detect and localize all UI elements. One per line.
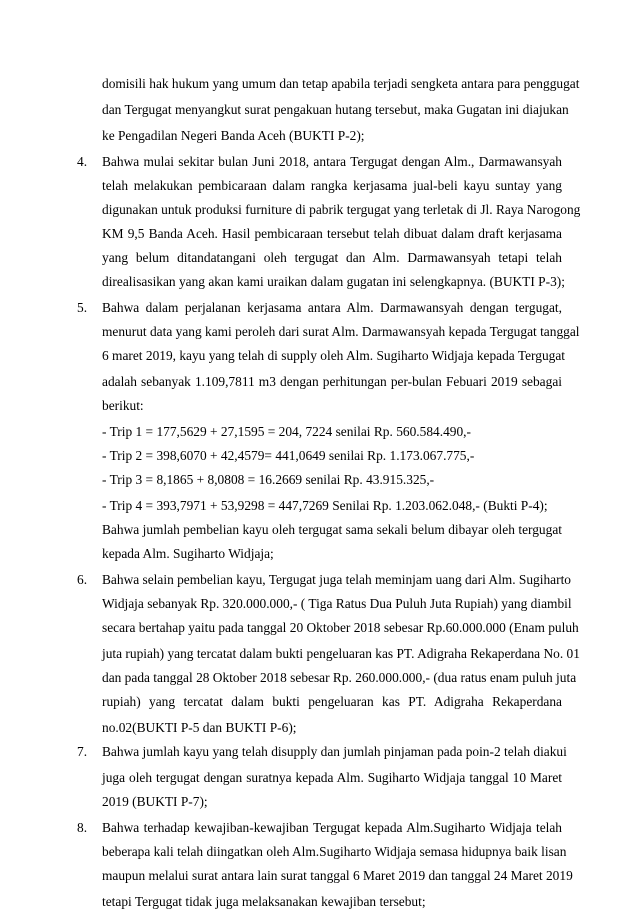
text-line: no.02(BUKTI P-5 dan BUKTI P-6); [102,720,297,735]
text-line: Bahwa dalam perjalanan kerjasama antara Alm. Darmawansyah dengan tergugat, [102,300,562,315]
text-line: rupiah) yang tercatat dalam bukti pengeluaran kas PT. Adigraha Rekaperdana [102,694,562,709]
text-line: maupun melalui surat antara lain surat tanggal 6 Maret 2019 dan tanggal 24 Maret 2019 [102,868,573,883]
paragraph-number: 7. [77,744,88,759]
text-line: direalisasikan yang akan kami uraikan dalam gugatan ini selengkapnya. (BUKTI P-3); [102,274,565,289]
text-line: Bahwa jumlah pembelian kayu oleh tergugat sama sekali belum dibayar oleh tergugat [102,522,562,537]
text-line: tetapi Tergugat tidak juga melaksanakan kewajiban tersebut; [102,894,426,909]
text-line: Widjaja sebanyak Rp. 320.000.000,- ( Tiga Ratus Dua Puluh Juta Rupiah) yang diambil [102,596,572,611]
text-line: ke Pengadilan Negeri Banda Aceh (BUKTI P-2); [102,128,365,143]
text-line: domisili hak hukum yang umum dan tetap apabila terjadi sengketa antara para penggugat [102,76,580,91]
text-line: menurut data yang kami peroleh dari surat Alm. Darmawansyah kepada Tergugat tanggal [102,324,580,339]
paragraph-number: 8. [77,820,88,835]
text-line: - Trip 1 = 177,5629 + 27,1595 = 204, 7224 senilai Rp. 560.584.490,- [102,424,471,439]
text-line: beberapa kali telah diingatkan oleh Alm.Sugiharto Widjaja semasa hidupnya baik lisan [102,844,567,859]
paragraph-number: 4. [77,154,88,169]
text-line: telah melakukan pembicaraan dalam rangka kerjasama jual-beli kayu suntay yang [102,178,562,193]
paragraph-number: 5. [77,300,88,315]
text-line: dan pada tanggal 28 Oktober 2018 sebesar Rp. 260.000.000,- (dua ratus enam puluh juta [102,670,577,685]
text-line: dan Tergugat menyangkut surat pengakuan hutang tersebut, maka Gugatan ini diajukan [102,102,569,117]
text-line: juta rupiah) yang tercatat dalam bukti pengeluaran kas PT. Adigraha Rekaperdana No. 01 [102,646,580,661]
text-line: - Trip 4 = 393,7971 + 53,9298 = 447,7269 Senilai Rp. 1.203.062.048,- (Bukti P-4); [102,498,548,513]
text-line: berikut: [102,398,144,413]
text-line: KM 9,5 Banda Aceh. Hasil pembicaraan tersebut telah dibuat dalam draft kerjasama [102,226,562,241]
text-line: 2019 (BUKTI P-7); [102,794,208,809]
text-line: Bahwa mulai sekitar bulan Juni 2018, antara Tergugat dengan Alm., Darmawansyah [102,154,562,169]
text-line: Bahwa jumlah kayu yang telah disupply dan jumlah pinjaman pada poin-2 telah diakui [102,744,567,759]
text-line: yang belum ditandatangani oleh tergugat dan Alm. Darmawansyah tetapi telah [102,250,562,265]
text-line: - Trip 3 = 8,1865 + 8,0808 = 16.2669 senilai Rp. 43.915.325,- [102,472,435,487]
text-line: - Trip 2 = 398,6070 + 42,4579= 441,0649 senilai Rp. 1.173.067.775,- [102,448,475,463]
text-line: adalah sebanyak 1.109,7811 m3 dengan perhitungan per-bulan Febuari 2019 sebagai [102,374,562,389]
text-line: kepada Alm. Sugiharto Widjaja; [102,546,274,561]
paragraph-number: 6. [77,572,88,587]
text-line: Bahwa terhadap kewajiban-kewajiban Tergugat kepada Alm.Sugiharto Widjaja telah [102,820,562,835]
text-line: digunakan untuk produksi furniture di pabrik tergugat yang terletak di Jl. Raya Narogong [102,202,581,217]
text-line: juga oleh tergugat dengan suratnya kepada Alm. Sugiharto Widjaja tanggal 10 Maret [102,770,562,785]
text-line: secara bertahap yaitu pada tanggal 20 Oktober 2018 sebesar Rp.60.000.000 (Enam puluh [102,620,579,635]
text-line: 6 maret 2019, kayu yang telah di supply oleh Alm. Sugiharto Widjaja kepada Tergugat [102,348,566,363]
text-line: Bahwa selain pembelian kayu, Tergugat juga telah meminjam uang dari Alm. Sugiharto [102,572,571,587]
